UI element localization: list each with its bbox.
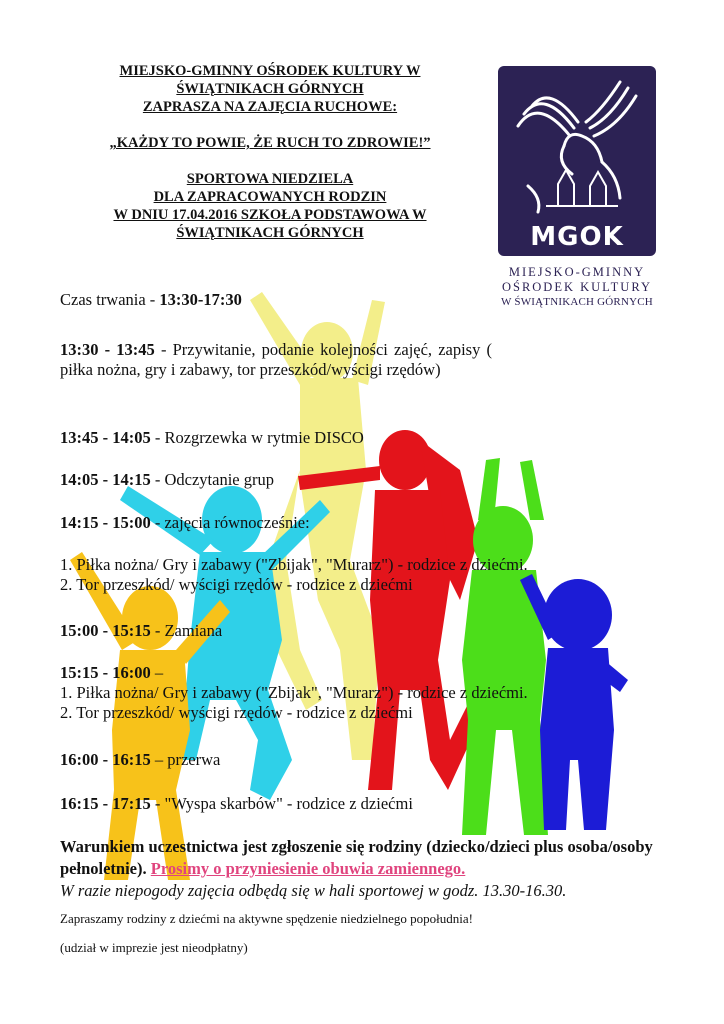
event-subtitle: DLA ZAPRACOWANYCH RODZIN (153, 189, 387, 205)
event-place-2: ŚWIĄTNIKACH GÓRNYCH (176, 225, 364, 241)
schedule-time: 15:15 - 16:00 (60, 663, 151, 682)
schedule-item (60, 340, 492, 380)
schedule-text: – przerwa (150, 750, 221, 769)
logo-caption-line-1: MIEJSKO-GMINNY (508, 265, 646, 279)
invitation-line: ZAPRASZA NA ZAJĘCIA RUCHOWE: (142, 99, 398, 115)
invitation-footer: Zapraszamy rodziny z dziećmi na aktywne spędzenie niedzielnego popołudnia! (60, 911, 473, 926)
schedule-item (60, 513, 310, 533)
schedule-text: - Zamiana (150, 621, 223, 640)
group-2: 2. Tor przeszkód/ wyścigi rzędów - rodzice z dziećmi (60, 575, 413, 594)
schedule-item (60, 428, 364, 448)
schedule-time: 16:15 - 17:15 (60, 794, 151, 813)
duration-time: 13:30-17:30 (159, 290, 242, 309)
event-title: SPORTOWA NIEDZIELA (186, 171, 354, 187)
schedule-time: 16:00 - 16:15 (60, 750, 151, 769)
organizer-line-1: MIEJSKO-GMINNY OŚRODEK KULTURY W (119, 63, 421, 79)
weather-notice: W razie niepogody zajęcia odbędą się w hali sportowej w godz. 13.30-16.30. (60, 881, 567, 900)
group-2: 2. Tor przeszkód/ wyścigi rzędów - rodzice z dziećmi (60, 703, 413, 722)
group-1: 1. Piłka nożna/ Gry i zabawy ("Zbijak", "Murarz") - rodzice z dziećmi. (60, 683, 528, 702)
event-slogan: „KAŻDY TO POWIE, ŻE RUCH TO ZDROWIE!” (109, 135, 431, 151)
free-entry-note: (udział w imprezie jest nieodpłatny) (60, 940, 248, 955)
schedule-text: - "Wyspa skarbów" - rodzice z dziećmi (150, 794, 413, 813)
schedule-item (60, 750, 220, 770)
event-date-place: W DNIU 17.04.2016 SZKOŁA PODSTAWOWA W (113, 207, 427, 223)
schedule-item (60, 621, 222, 641)
shoes-notice: Prosimy o przyniesienie obuwia zamiennego. (150, 859, 466, 878)
schedule-time: 14:15 - 15:00 (60, 513, 151, 532)
schedule-time: 15:00 - 15:15 (60, 621, 151, 640)
logo-caption (486, 265, 668, 310)
schedule-item (60, 470, 274, 490)
conditions-main: Warunkiem uczestnictwa jest zgłoszenie się rodziny (dziecko/dzieci plus osoba/osoby pełnoletnie). (60, 837, 653, 878)
duration-label: Czas trwania - (60, 290, 160, 309)
schedule-time: 13:30 - 13:45 (60, 340, 155, 359)
schedule-item (60, 663, 163, 683)
organizer-line-2: ŚWIĄTNIKACH GÓRNYCH (176, 81, 364, 97)
schedule-text: - zajęcia równocześnie: (150, 513, 310, 532)
schedule-text: - Odczytanie grup (150, 470, 274, 489)
schedule-time: 13:45 - 14:05 (60, 428, 151, 447)
schedule-item (60, 794, 413, 814)
schedule-text: – (150, 663, 164, 682)
schedule-text: - Przywitanie, podanie kolejności zajęć, zapisy ( piłka nożna, gry i zabawy, tor przeszkód/wyścigi rzędów) (60, 340, 492, 379)
event-header (60, 62, 480, 242)
participation-conditions (60, 836, 664, 902)
logo-caption-line-2: OŚRODEK KULTURY (501, 280, 653, 294)
logo-acronym: MGOK (530, 222, 624, 252)
logo-caption-line-3: W ŚWIĄTNIKACH GÓRNYCH (501, 296, 653, 308)
group-1: 1. Piłka nożna/ Gry i zabawy ("Zbijak", "Murarz") - rodzice z dziećmi. (60, 555, 528, 574)
schedule-time: 14:05 - 14:15 (60, 470, 151, 489)
mgok-logo (498, 66, 656, 256)
schedule-text: - Rozgrzewka w rytmie DISCO (150, 428, 364, 447)
duration (60, 290, 242, 310)
